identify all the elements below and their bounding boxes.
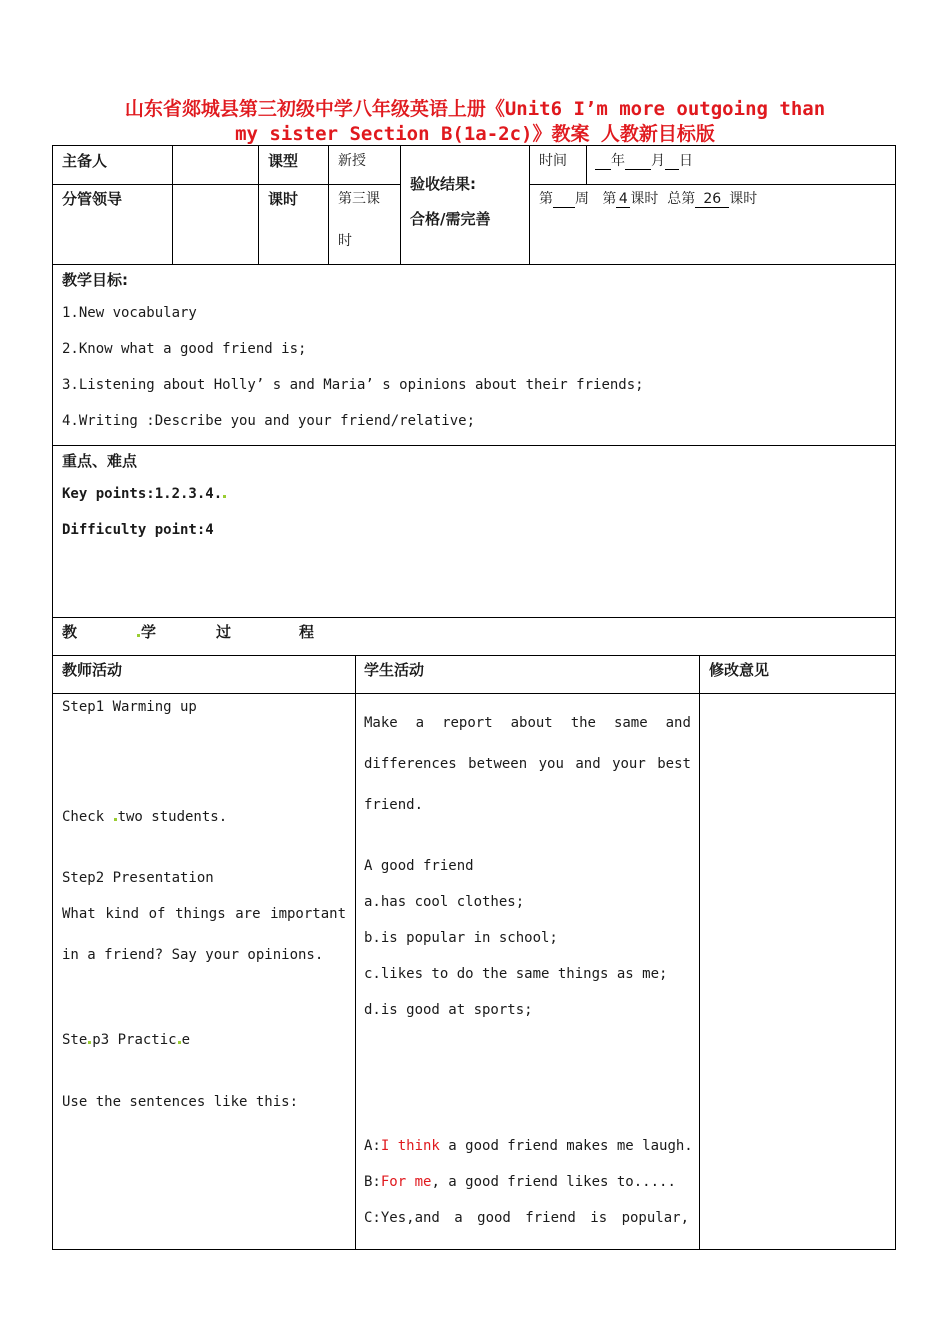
- student-dialogue-c: C:Yes,and a good friend is popular,: [364, 1210, 689, 1226]
- student-report-line3: friend.: [364, 797, 424, 813]
- table-border-left: [52, 145, 53, 1250]
- row-divider-process: [52, 617, 896, 618]
- col-divider-3: [328, 145, 329, 265]
- key-points-line: Key points:1.2.3.4.: [62, 486, 227, 502]
- check-value: 合格/需完善: [410, 210, 491, 228]
- objective-item-2: 2.Know what a good friend is;: [62, 341, 307, 357]
- lesson-schedule: 第 周 第 4 课时 总第 26 课时: [539, 191, 758, 207]
- student-option-a: a.has cool clothes;: [364, 894, 525, 910]
- check-label: 验收结果:: [410, 175, 476, 193]
- time-label: 时间: [539, 153, 567, 169]
- period-value-line2: 时: [338, 233, 352, 249]
- student-report-line2: differences between you and your best: [364, 756, 691, 772]
- row-divider-objectives: [52, 264, 896, 265]
- student-dialogue-b: B:For me, a good friend likes to.....: [364, 1174, 676, 1190]
- period-value-line1: 第三课: [338, 191, 380, 207]
- col-divider-teacher: [355, 655, 356, 1250]
- objective-item-4: 4.Writing :Describe you and your friend/relative;: [62, 413, 476, 429]
- table-border-right: [895, 145, 896, 1250]
- teacher-question-line1: What kind of things are important: [62, 906, 346, 922]
- table-border-top: [52, 145, 896, 146]
- objectives-label: 教学目标:: [62, 271, 128, 289]
- teacher-step2: Step2 Presentation: [62, 870, 214, 886]
- teacher-question-line2: in a friend? Say your opinions.: [62, 947, 324, 963]
- leader-label: 分管领导: [62, 190, 123, 208]
- process-char-2: 学: [141, 623, 157, 641]
- row-divider-columns: [52, 655, 896, 656]
- process-char-4: 程: [299, 623, 315, 641]
- student-activity-header: 学生活动: [364, 661, 425, 679]
- teacher-check: Check two students.: [62, 809, 228, 825]
- student-option-b: b.is popular in school;: [364, 930, 558, 946]
- teacher-step3: Ste p3 Practic e: [62, 1032, 191, 1048]
- student-option-c: c.likes to do the same things as me;: [364, 966, 668, 982]
- col-divider-4: [400, 145, 401, 265]
- row-divider-header: [52, 184, 401, 185]
- objective-item-3: 3.Listening about Holly’ s and Maria’ s opinions about their friends;: [62, 377, 644, 393]
- date-field: 年 月 日: [595, 150, 693, 170]
- title-line-2: my sister Section B(1a-2c)》教案 人教新目标版: [235, 123, 715, 145]
- preparer-label: 主备人: [62, 152, 108, 170]
- student-report-line1: Make a report about the same and: [364, 715, 691, 731]
- course-type-value: 新授: [338, 153, 366, 169]
- teacher-use-sentences: Use the sentences like this:: [62, 1094, 299, 1110]
- teacher-activity-header: 教师活动: [62, 661, 123, 679]
- document-title: [40, 97, 910, 147]
- col-divider-2: [258, 145, 259, 265]
- col-divider-6: [586, 145, 587, 185]
- teacher-step1: Step1 Warming up: [62, 699, 197, 715]
- keypoints-label: 重点、难点: [62, 452, 138, 470]
- row-divider-keypoints: [52, 445, 896, 446]
- process-char-1: 教: [62, 623, 78, 641]
- title-line-1: 山东省郯城县第三初级中学八年级英语上册《Unit6 I’m more outgoing than: [124, 98, 826, 120]
- student-option-d: d.is good at sports;: [364, 1002, 533, 1018]
- col-divider-1: [172, 145, 173, 265]
- student-good-friend: A good friend: [364, 858, 474, 874]
- period-label: 课时: [268, 190, 299, 208]
- col-divider-student: [699, 655, 700, 1250]
- difficulty-line: Difficulty point:4: [62, 522, 214, 538]
- course-type-label: 课型: [268, 152, 299, 170]
- student-dialogue-a: A:I think a good friend makes me laugh.: [364, 1138, 693, 1154]
- revision-header: 修改意见: [709, 661, 770, 679]
- table-border-bottom: [52, 1249, 896, 1250]
- row-divider-body: [52, 693, 896, 694]
- objective-item-1: 1.New vocabulary: [62, 305, 197, 321]
- process-mark: [137, 634, 140, 637]
- row-divider-header-right: [529, 184, 896, 185]
- col-divider-5: [529, 145, 530, 265]
- process-char-3: 过: [216, 623, 232, 641]
